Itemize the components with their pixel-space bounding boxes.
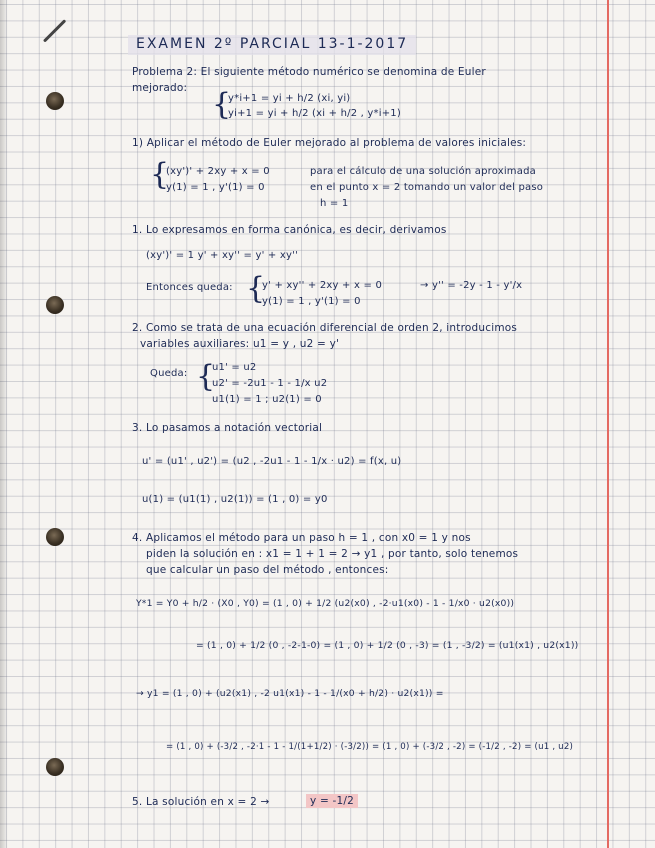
- binder-hole-2: [46, 296, 64, 314]
- binder-hole-3: [46, 528, 64, 546]
- problem-intro-line-1: Problema 2: El siguiente método numérico se denomina de Euler: [132, 66, 486, 78]
- step-2-system-u2: u2' = -2u1 - 1 - 1/x u2: [212, 378, 328, 389]
- step-4-ystar-evaluation: = (1 , 0) + 1/2 (0 , -2-1-0) = (1 , 0) + 1/2 (0 , -3) = (1 , -3/2) = (u1(x1) , u2(x1)): [196, 640, 579, 651]
- step-4-heading-line-3: que calcular un paso del método , entonces:: [146, 564, 389, 576]
- step-2-brace: {: [196, 359, 216, 394]
- pvi-note-line-1: para el cálculo de una solución aproximada: [310, 166, 536, 177]
- step-1-then-label: Entonces queda:: [146, 282, 233, 293]
- page-edge-shadow: [0, 0, 8, 848]
- binder-hole-4: [46, 758, 64, 776]
- step-1-system-eq: y' + xy'' + 2xy + x = 0: [262, 280, 383, 291]
- step-2-system-u1: u1' = u2: [212, 362, 257, 373]
- pvi-initial-conditions: y(1) = 1 , y'(1) = 0: [166, 182, 265, 193]
- step-4-heading-line-2: piden la solución en : x1 = 1 + 1 = 2 → y1 , por tanto, solo tenemos: [146, 548, 519, 560]
- final-answer: y = -1/2: [306, 794, 358, 808]
- problem-intro-line-2: mejorado:: [132, 82, 188, 94]
- step-4-ystar-formula: Y*1 = Y0 + h/2 · (X0 , Y0) = (1 , 0) + 1/2 (u2(x0) , -2·u1(x0) - 1 - 1/x0 · u2(x0)): [136, 598, 515, 609]
- step-1-result: → y'' = -2y - 1 - y'/x: [420, 280, 523, 291]
- pvi-brace: {: [150, 157, 170, 192]
- method-brace: {: [212, 87, 232, 122]
- step-2-heading-line-2: variables auxiliares: u1 = y , u2 = y': [140, 338, 340, 350]
- pen-stroke-mark: [43, 19, 66, 42]
- step-4-y1-formula: → y1 = (1 , 0) + (u2(x1) , -2 u1(x1) - 1 - 1/(x0 + h/2) · u2(x1)) =: [136, 688, 444, 699]
- margin-line: [607, 0, 609, 848]
- step-1-heading: 1. Lo expresamos en forma canónica, es decir, derivamos: [132, 224, 447, 236]
- step-3-initial-vector: u(1) = (u1(1) , u2(1)) = (1 , 0) = y0: [142, 494, 328, 505]
- exam-title: EXAMEN 2º PARCIAL 13-1-2017: [136, 36, 409, 52]
- step-1-brace: {: [246, 271, 266, 306]
- step-3-heading: 3. Lo pasamos a notación vectorial: [132, 422, 323, 434]
- step-4-heading-line-1: 4. Aplicamos el método para un paso h = 1 , con x0 = 1 y nos: [132, 532, 471, 544]
- step-3-vector-equation: u' = (u1' , u2') = (u2 , -2u1 - 1 - 1/x · u2) = f(x, u): [142, 456, 402, 467]
- step-2-heading-line-1: 2. Como se trata de una ecuación diferencial de orden 2, introducimos: [132, 322, 518, 334]
- step-2-system-ic: u1(1) = 1 ; u2(1) = 0: [212, 394, 322, 405]
- step-5-heading: 5. La solución en x = 2 →: [132, 796, 270, 808]
- step-1-system-ic: y(1) = 1 , y'(1) = 0: [262, 296, 361, 307]
- task-1-statement: 1) Aplicar el método de Euler mejorado al problema de valores iniciales:: [132, 137, 527, 149]
- method-formula-predictor: y*i+1 = yi + h/2 (xi, yi): [228, 93, 351, 104]
- step-1-derivative: (xy')' = 1 y' + xy'' = y' + xy'': [146, 250, 299, 261]
- binder-hole-1: [46, 92, 64, 110]
- pvi-note-line-3: h = 1: [320, 198, 349, 209]
- step-4-y1-evaluation: = (1 , 0) + (-3/2 , -2·1 - 1 - 1/(1+1/2) · (-3/2)) = (1 , 0) + (-3/2 , -2) = (-1/2 , -2) = (u1 , u2): [166, 742, 574, 752]
- pvi-note-line-2: en el punto x = 2 tomando un valor del paso: [310, 182, 544, 193]
- pvi-equation: (xy')' + 2xy + x = 0: [166, 166, 270, 177]
- method-formula-corrector: yi+1 = yi + h/2 (xi + h/2 , y*i+1): [228, 108, 401, 119]
- step-2-queda-label: Queda:: [150, 368, 188, 379]
